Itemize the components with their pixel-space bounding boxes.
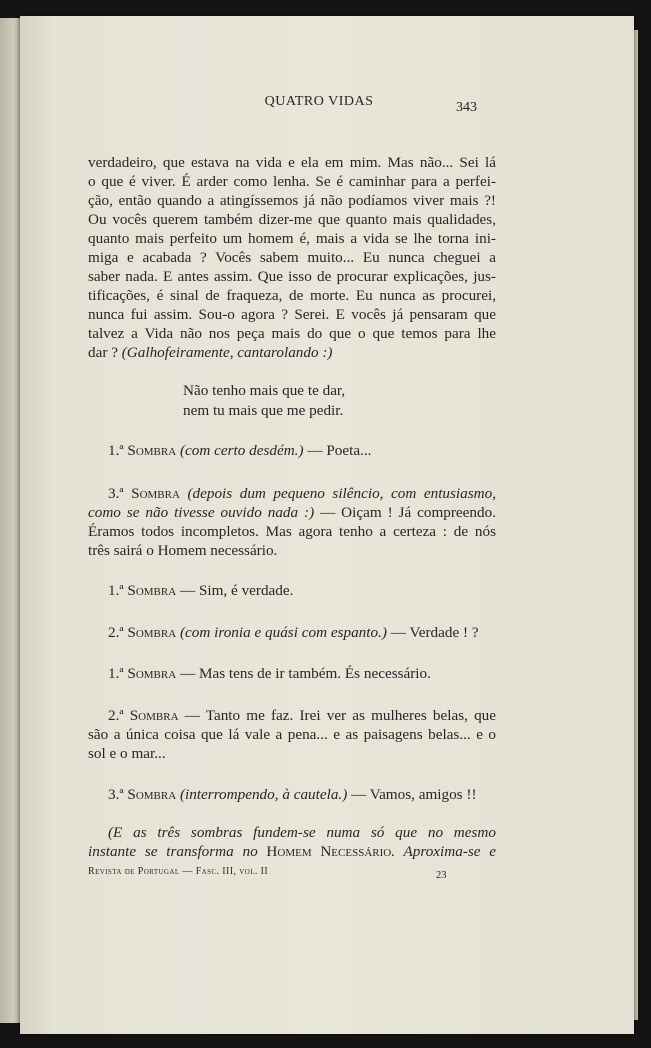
text-line: Éramos todos incompletos. Mas agora tenho a certeza : de nós [88, 523, 496, 540]
speech-7 [88, 785, 496, 804]
text-line: miga e acabada ? Vocês sabem muito... Eu nunca cheguei a [88, 249, 496, 266]
speaker: 1.ª Sombra [108, 582, 177, 599]
text-line: saber nada. E antes assim. Que isso de procurar explicações, jus- [88, 268, 496, 285]
stage-direction: como se não tivesse ouvido nada :) [88, 504, 315, 521]
text-line: ção, então quando a atingíssemos já não podíamos viver mais ?! [88, 192, 496, 209]
text-line: nunca fui assim. Sou-o agora ? Serei. E vocês já pensaram que [88, 306, 496, 323]
stage-direction: instante se transforma no [88, 843, 267, 860]
character-name: Homem Necessário [266, 843, 392, 860]
speaker: 2.ª Sombra [108, 624, 177, 641]
verse [183, 381, 345, 421]
speech-5 [88, 664, 496, 683]
speech-3 [88, 581, 496, 600]
text-line: talvez a Vida não nos peça mais do que o que temos para lhe [88, 325, 496, 342]
footer-journal: Revista de Portugal — Fasc. III, vol. II [88, 866, 269, 877]
speaker: 3.ª Sombra [108, 485, 180, 502]
text-line: sol e o mar... [88, 745, 166, 762]
speech-2 [88, 484, 496, 560]
speech-text: — Sim, é verdade. [176, 582, 294, 599]
stage-direction: . Aproxima-se e [391, 843, 497, 860]
text-run: dar ? [88, 344, 122, 361]
stage-direction-block [88, 823, 496, 861]
text-line [88, 581, 496, 600]
text-line [88, 484, 496, 503]
text-line: tificações, é sinal de fraqueza, de morte. Eu nunca as procurei, [88, 287, 496, 304]
running-header: QUATRO VIDAS [264, 94, 374, 109]
text-line [88, 664, 496, 683]
text-line [88, 823, 496, 842]
stage-direction: (com certo desdém.) [179, 442, 304, 459]
speech-6 [88, 706, 496, 763]
text-line: são a única coisa que lá vale a pena... e as paisagens belas... e o [88, 726, 496, 743]
speaker: 1.ª Sombra [108, 665, 177, 682]
speech-text: — Poeta... [303, 442, 372, 459]
speech-text: — Verdade ! ? [386, 624, 479, 641]
page-number: 343 [456, 100, 477, 115]
speech-text: — Vamos, amigos !! [347, 786, 477, 803]
speaker: 3.ª Sombra [108, 786, 177, 803]
text-line: três sairá o Homem necessário. [88, 542, 278, 559]
paragraph-1 [88, 153, 496, 362]
stage-direction: (interrompendo, à cautela.) [179, 786, 348, 803]
text-line: quanto mais perfeito um homem é, mais a vida se lhe torna ini- [88, 230, 496, 247]
text-line [88, 623, 496, 642]
stage-direction: (com ironia e quási com espanto.) [179, 624, 387, 641]
speech-text: — Tanto me faz. Irei ver as mulheres belas, que [178, 707, 496, 724]
footer-signature: 23 [436, 870, 447, 881]
text-line [88, 503, 496, 522]
text-line: o que é viver. É arder como lenha. Se é caminhar para a perfei- [88, 173, 496, 190]
text-line [88, 842, 496, 861]
text-line [88, 343, 496, 362]
verse-line: nem tu mais que me pedir. [183, 402, 344, 419]
stage-direction: (E as três sombras fundem-se numa só que no mesmo [108, 824, 496, 841]
speaker: 2.ª Sombra [108, 707, 179, 724]
text-line: verdadeiro, que estava na vida e ela em mim. Mas não... Sei lá [88, 154, 496, 171]
speech-1 [88, 441, 496, 460]
speech-text: — Oiçam ! Já compreendo. [314, 504, 496, 521]
speaker: 1.ª Sombra [108, 442, 177, 459]
speech-4 [88, 623, 496, 642]
stage-direction: (Galhofeiramente, cantarolando :) [121, 344, 333, 361]
stage-direction: (depois dum pequeno silêncio, com entusiasmo, [187, 485, 496, 502]
text-line: Ou vocês querem também dizer-me que quanto mais qualidades, [88, 211, 496, 228]
text-line [88, 706, 496, 725]
verse-line: Não tenho mais que te dar, [183, 382, 346, 399]
speech-text: — Mas tens de ir também. És necessário. [176, 665, 431, 682]
text-line [88, 441, 496, 460]
text-line [88, 785, 496, 804]
